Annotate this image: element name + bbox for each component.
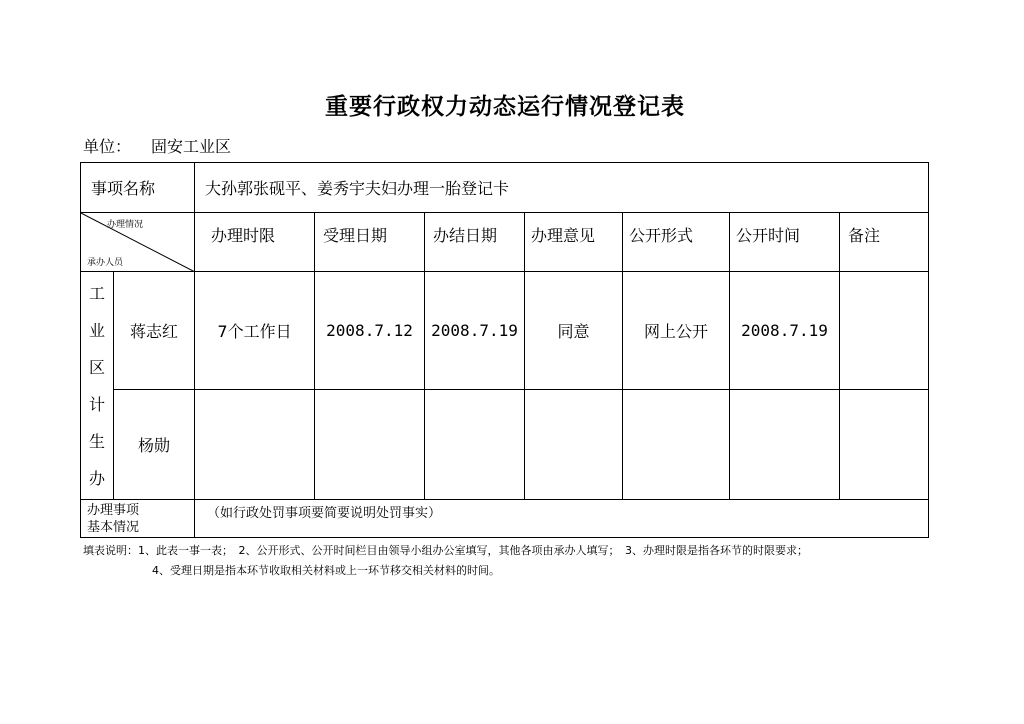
basic-info-label-line1: 办理事项 bbox=[87, 502, 140, 518]
col-header-opinion: 办理意见 bbox=[525, 213, 623, 272]
notes-line1: 填表说明：1、此表一事一表； 2、公开形式、公开时间栏目由领导小组办公室填写，其他各项由承办人填写； 3、办理时限是指各环节的时限要求； bbox=[83, 544, 808, 557]
unit-line bbox=[83, 134, 231, 157]
opinion-value: 同意 bbox=[525, 272, 623, 390]
diagonal-header-top: 办理情况 bbox=[107, 220, 144, 230]
form-notes bbox=[83, 541, 808, 581]
col-header-remark: 备注 bbox=[840, 213, 929, 272]
unit-label: 单位： bbox=[83, 137, 132, 156]
finish-date-value: 2008.7.19 bbox=[425, 272, 525, 390]
staff-name: 蒋志红 bbox=[114, 272, 195, 390]
department-char: 办 bbox=[88, 468, 105, 488]
finish-date-value bbox=[425, 390, 525, 500]
col-header-publish-time: 公开时间 bbox=[730, 213, 840, 272]
publish-time-value: 2008.7.19 bbox=[730, 272, 840, 390]
basic-info-label-line2: 基本情况 bbox=[87, 519, 140, 535]
notes-line2: 4、受理日期是指本环节收取相关材料或上一环节移交相关材料的时间。 bbox=[152, 564, 500, 577]
publish-time-value bbox=[730, 390, 840, 500]
col-header-accept-date: 受理日期 bbox=[315, 213, 425, 272]
diagonal-header-cell bbox=[81, 213, 195, 272]
time-limit-value: 7个工作日 bbox=[195, 272, 315, 390]
item-name-value: 大孙郭张砚平、姜秀宇夫妇办理一胎登记卡 bbox=[195, 163, 929, 213]
time-limit-value bbox=[195, 390, 315, 500]
department-char: 生 bbox=[88, 431, 105, 451]
department-char: 区 bbox=[88, 357, 105, 377]
page-title: 重要行政权力动态运行情况登记表 bbox=[325, 93, 685, 120]
remark-value bbox=[840, 390, 929, 500]
basic-info-value: （如行政处罚事项要简要说明处罚事实） bbox=[195, 500, 929, 538]
basic-info-label bbox=[81, 500, 195, 538]
diagonal-header-bottom: 承办人员 bbox=[87, 258, 124, 268]
register-table bbox=[80, 162, 929, 538]
accept-date-value: 2008.7.12 bbox=[315, 272, 425, 390]
col-header-time-limit: 办理时限 bbox=[195, 213, 315, 272]
publish-form-value bbox=[623, 390, 730, 500]
remark-value bbox=[840, 272, 929, 390]
unit-value: 固安工业区 bbox=[151, 137, 232, 156]
department-char: 计 bbox=[88, 394, 105, 414]
department-char: 工 bbox=[88, 283, 105, 303]
item-name-label: 事项名称 bbox=[81, 163, 195, 213]
publish-form-value: 网上公开 bbox=[623, 272, 730, 390]
department-char: 业 bbox=[88, 320, 105, 340]
col-header-finish-date: 办结日期 bbox=[425, 213, 525, 272]
staff-name: 杨勋 bbox=[114, 390, 195, 500]
col-header-publish-form: 公开形式 bbox=[623, 213, 730, 272]
accept-date-value bbox=[315, 390, 425, 500]
department-cell bbox=[81, 272, 114, 500]
opinion-value bbox=[525, 390, 623, 500]
